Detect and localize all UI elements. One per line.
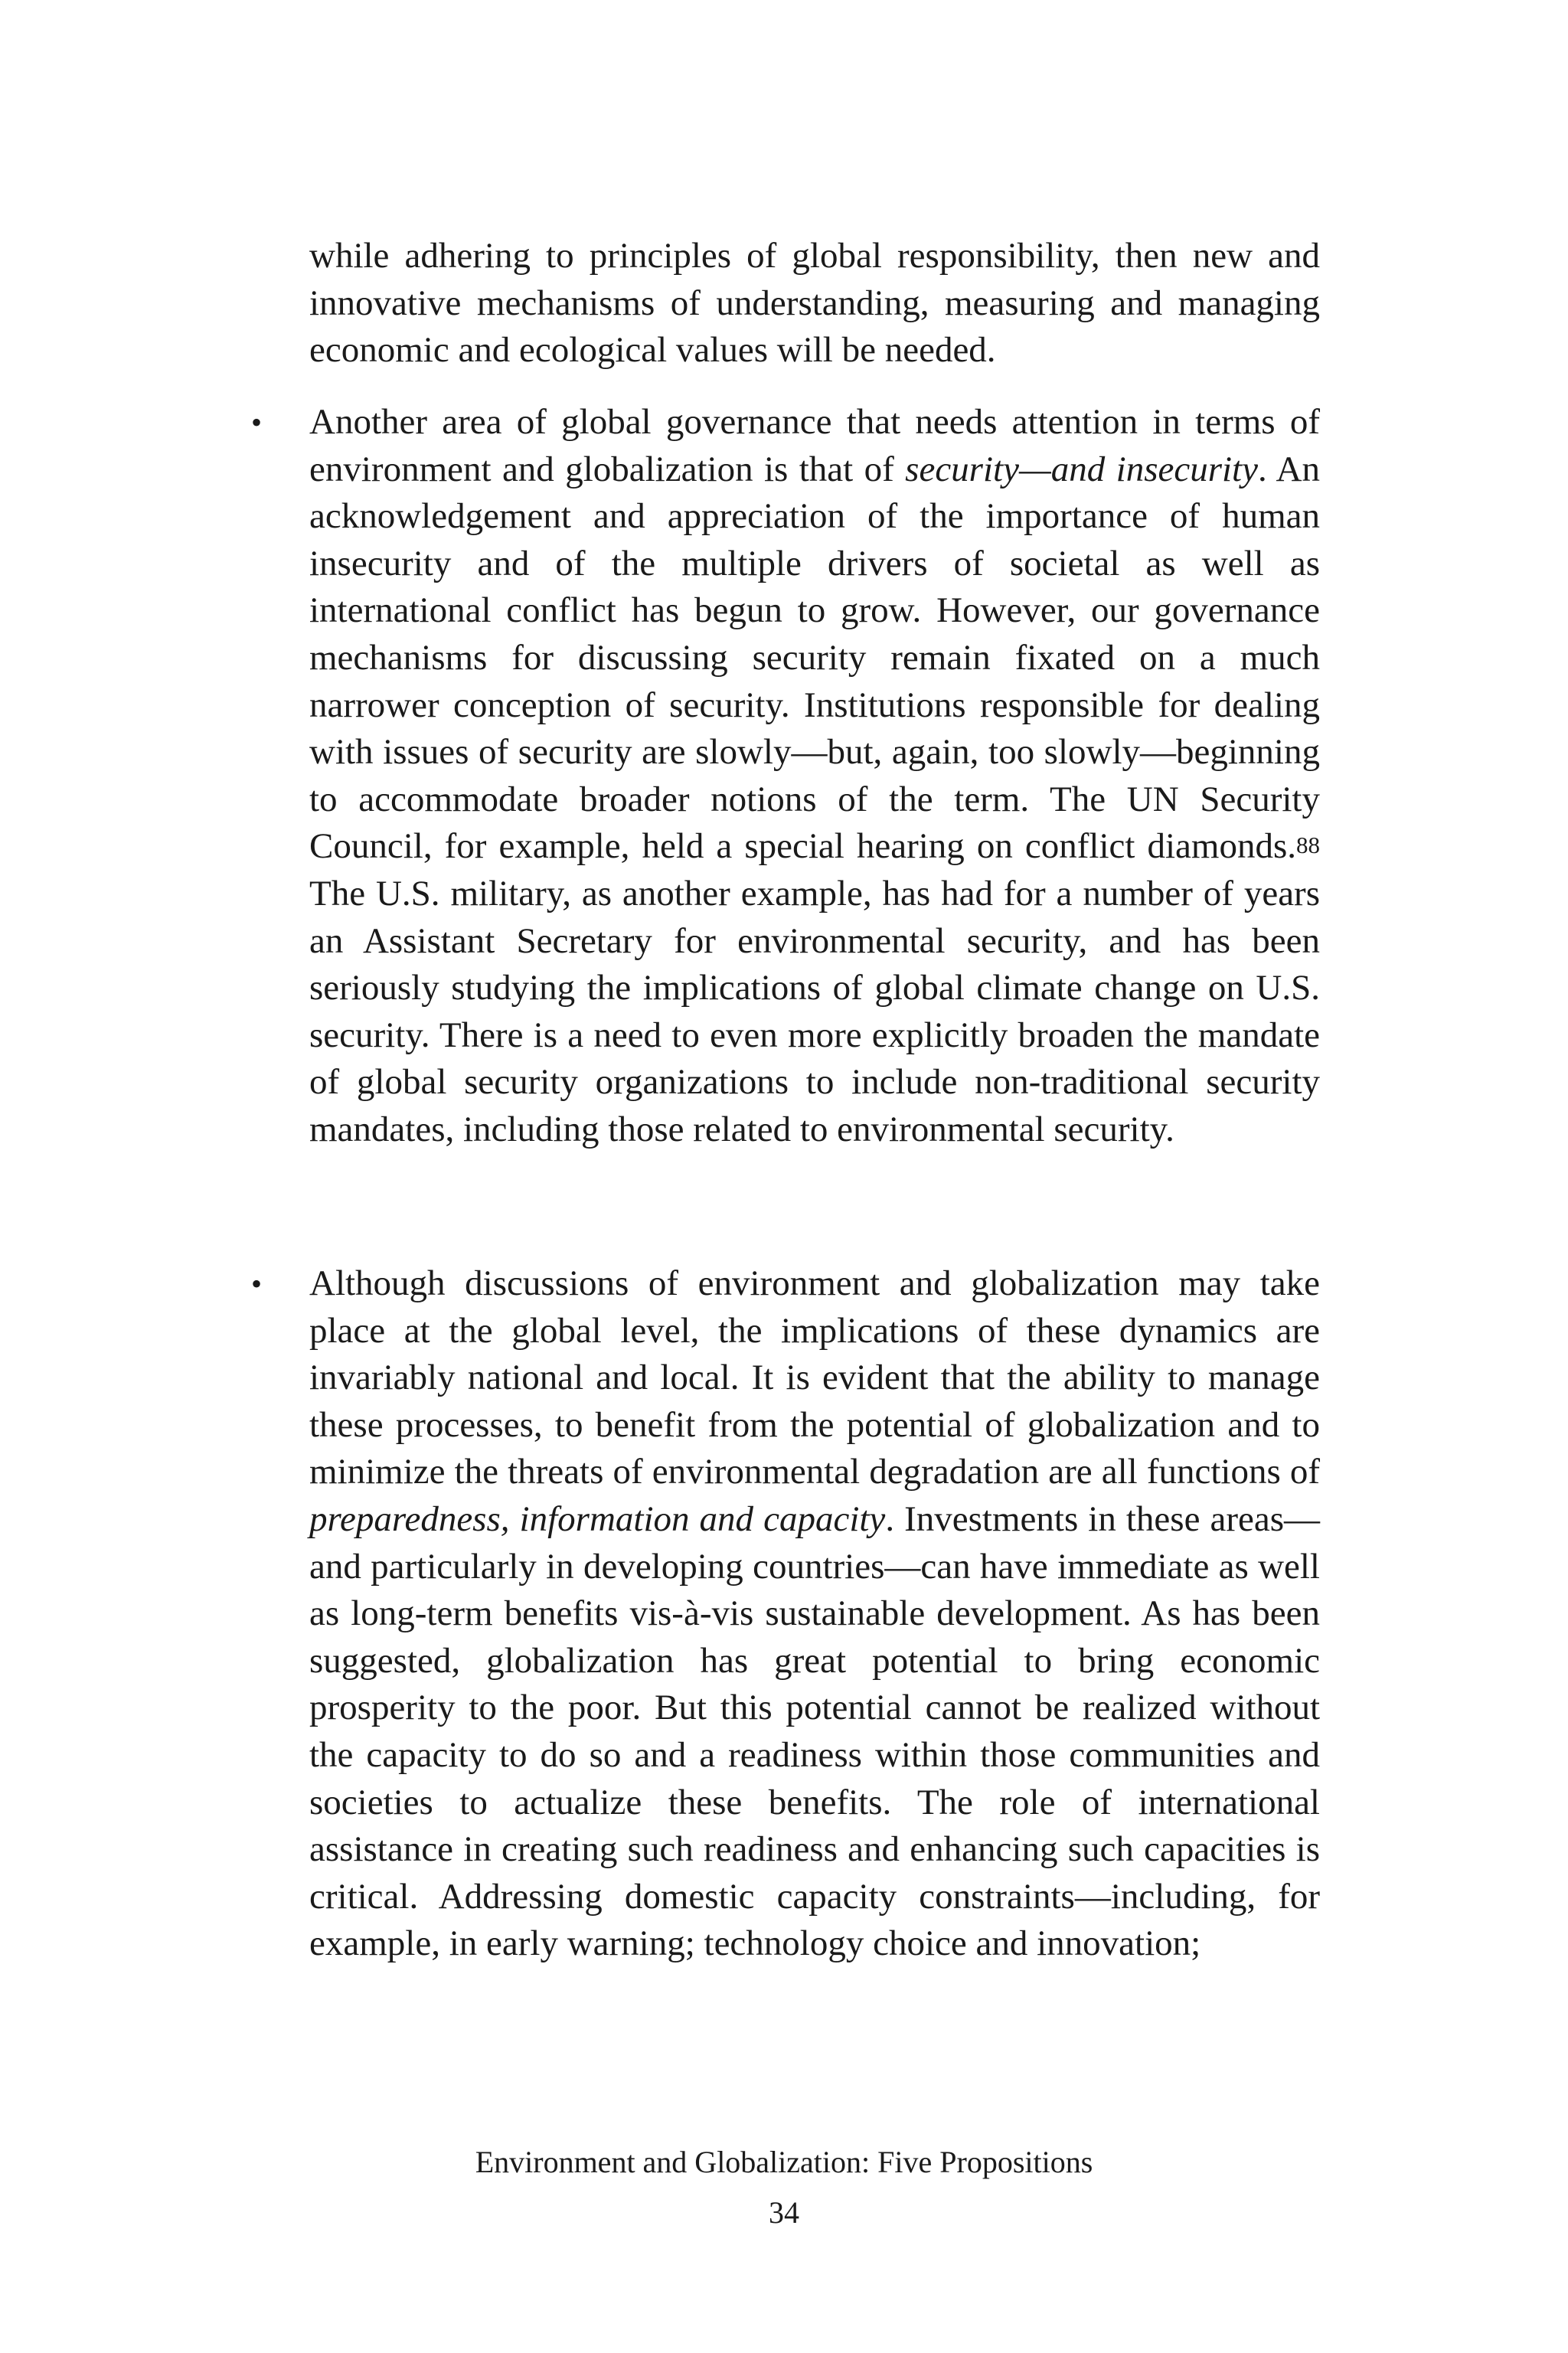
text-segment: Although discussions of environment and globalization may take place at the global level, the implications of these dynamics are invariably national and local. It is evident that the ability to manage these processes, to benefit from the potential of globalization and to minimize the threats of environmental degradation are all functions of — [309, 1263, 1320, 1492]
text-segment: Another area of global governance that needs attention in terms of environment and globalization is that of — [309, 402, 1320, 489]
running-footer-title: Environment and Globalization: Five Propositions — [475, 2145, 1093, 2179]
emphasis-preparedness: preparedness, information and capacity — [309, 1498, 886, 1539]
text-segment: . An acknowledgement and appreciation of the importance of human insecurity and of the multiple drivers of societal as well as international conflict has begun to grow. However, our governance mechanisms for discussing security remain fixated on a much narrower conception of security. Institutions responsible for dealing with issues of security are slowly—but, again, too slowly—beginning to accommodate broader notions of the term. The UN Security Council, for example, held a special hearing on conflict diamonds. — [309, 449, 1320, 867]
bullet-item-security — [250, 399, 1320, 1154]
bullet-dot-icon: • — [250, 405, 262, 440]
intro-paragraph — [309, 233, 1320, 374]
text-segment: . Investments in these areas—and particularly in developing countries—can have immediate as well as long-term benefits vis-à-vis sustainable development. As has been suggested, globalization has great potential to bring economic prosperity to the poor. But this potential cannot be realized without the capacity to do so and a readiness within those communities and societies to actualize these benefits. The role of international assistance in creating such readiness and enhancing such capacities is critical. Addressing domestic capacity constraints—including, for example, in early warning; technology choice and innovation; — [309, 1498, 1321, 1964]
footnote-reference: 88 — [1296, 832, 1320, 859]
bullet-paragraph-text — [309, 399, 1320, 1154]
bullet-paragraph-capacity — [309, 1260, 1320, 1968]
bullet-dot-icon: • — [250, 1266, 262, 1301]
emphasis-security: security—and insecurity — [905, 449, 1258, 489]
text-segment: The U.S. military, as another example, has had for a number of years an Assistant Secretary for environmental security, and has been seriously studying the implications of global climate change on U.S. security. There is a need to even more explicitly broaden the mandate of global security organizations to include non-traditional security mandates, including those related to environmental security. — [309, 873, 1320, 1149]
bullet-paragraph-security — [309, 399, 1320, 1154]
bullet-paragraph-text — [309, 1260, 1320, 1968]
intro-paragraph-text: while adhering to principles of global responsibility, then new and innovative mechanisms of understanding, measuring and managing economic and ecological values will be needed. — [309, 236, 1320, 371]
bullet-item-capacity — [250, 1260, 1321, 1968]
page-number: 34 — [769, 2195, 799, 2230]
